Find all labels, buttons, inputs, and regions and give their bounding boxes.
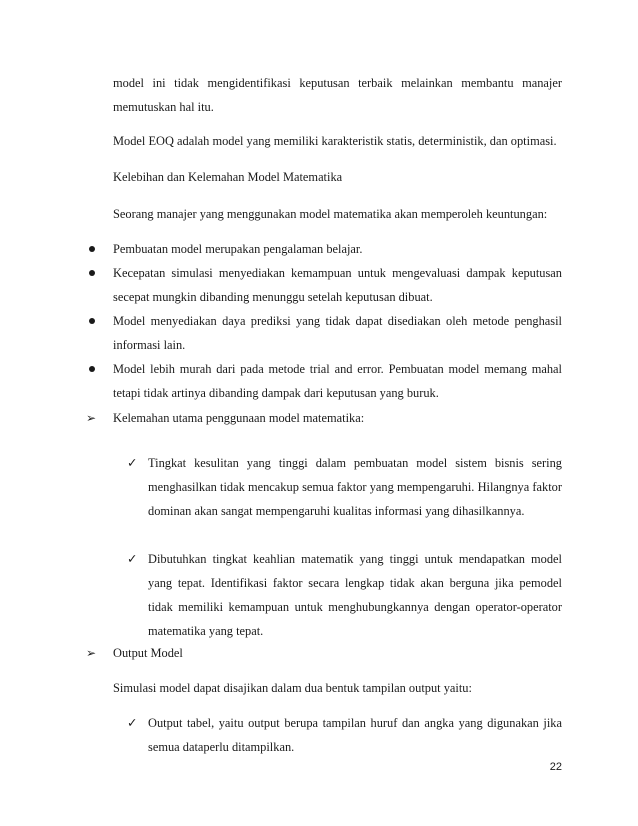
section-heading-output-model: Output Model — [113, 646, 183, 660]
paragraph-eoq-intro: model ini tidak mengidentifikasi keputusan terbaik melainkan membantu manajer memutuskan hal itu. — [113, 76, 562, 114]
paragraph-eoq-characteristics: Model EOQ adalah model yang memiliki karakteristik statis, deterministik, dan optimasi. — [113, 134, 557, 148]
section-heading-advantages: Kelebihan dan Kelemahan Model Matematika — [113, 170, 343, 184]
list-item-advantage: Model menyediakan daya prediksi yang tidak dapat disediakan oleh metode penghasil informasi lain. — [113, 314, 562, 352]
arrow-bullet-icon: ➢ — [86, 411, 97, 425]
list-item-advantage: Kecepatan simulasi menyediakan kemampuan untuk mengevaluasi dampak keputusan secepat mungkin dibanding menunggu setelah keputusan dibuat. — [113, 266, 562, 304]
arrow-bullet-icon: ➢ — [86, 646, 97, 660]
paragraph-advantages-intro: Seorang manajer yang menggunakan model matematika akan memperoleh keuntungan: — [113, 207, 548, 221]
bullet-dot-icon — [89, 318, 95, 324]
list-item-advantage: Model lebih murah dari pada metode trial and error. Pembuatan model memang mahal tetapi tidak artinya dibanding dampak dari keputusan yang buruk. — [113, 362, 562, 400]
section-heading-weaknesses: Kelemahan utama penggunaan model matematika: — [113, 411, 365, 425]
list-item-weakness: Tingkat kesulitan yang tinggi dalam pembuatan model sistem bisnis sering menghasilkan tidak mencakup semua faktor yang mempengaruhi. Hilangnya faktor dominan akan sangat mempengaruhi kualitas informasi yang dihasilkannya. — [148, 456, 562, 518]
checkmark-icon: ✓ — [127, 551, 138, 566]
page-number: 22 — [549, 761, 562, 773]
checkmark-icon: ✓ — [127, 715, 138, 730]
paragraph-output-intro: Simulasi model dapat disajikan dalam dua bentuk tampilan output yaitu: — [113, 681, 472, 695]
checkmark-icon: ✓ — [127, 455, 138, 470]
bullet-dot-icon — [89, 246, 95, 252]
bullet-dot-icon — [89, 366, 95, 372]
list-item-advantage: Pembuatan model merupakan pengalaman belajar. — [113, 242, 363, 256]
bullet-dot-icon — [89, 270, 95, 276]
list-item-output: Output tabel, yaitu output berupa tampilan huruf dan angka yang digunakan jika semua dataperlu ditampilkan. — [148, 716, 562, 754]
list-item-weakness: Dibutuhkan tingkat keahlian matematik yang tinggi untuk mendapatkan model yang tepat. Identifikasi faktor secara lengkap tidak akan berguna jika pemodel tidak memiliki kemampuan untuk menghubungkannya dengan operator-operator matematika yang tepat. — [148, 552, 562, 638]
